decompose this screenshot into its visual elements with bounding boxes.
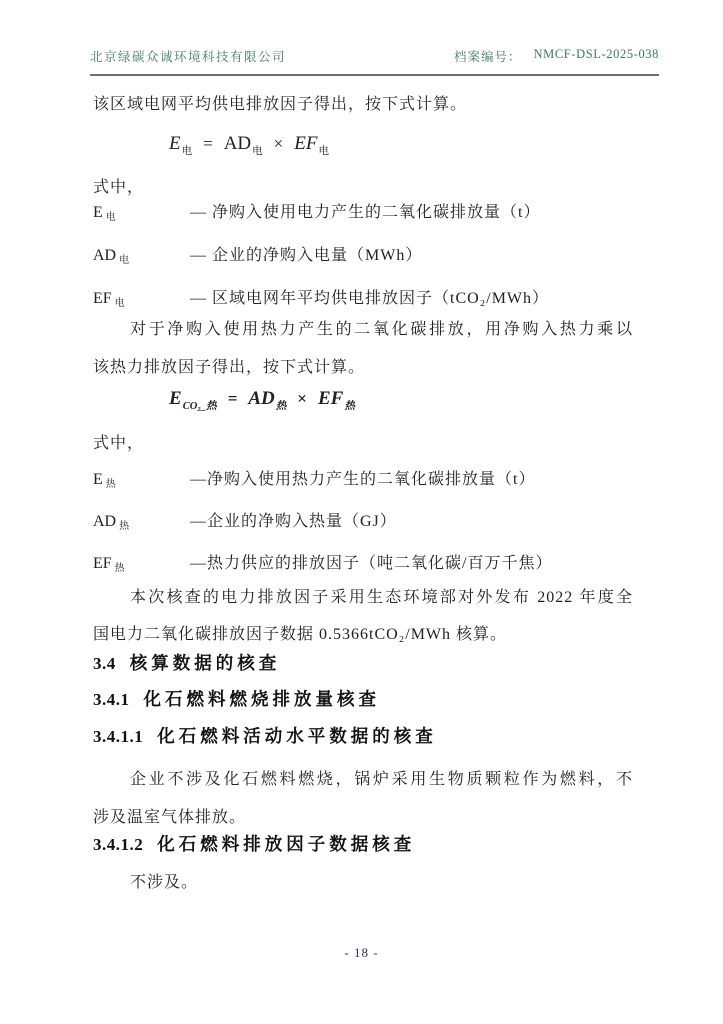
page-number: - 18 - xyxy=(344,945,379,960)
formula-elec-ef-sub: 电 xyxy=(318,146,329,157)
formula-heat-ad: AD xyxy=(248,388,275,409)
paragraph-line: 企业不涉及化石燃料燃烧，锅炉采用生物质颗粒作为燃料，不 xyxy=(130,771,633,788)
heading-title: 化石燃料活动水平数据的核查 xyxy=(157,726,437,746)
formula-electricity xyxy=(93,132,633,164)
definition-row xyxy=(93,245,633,271)
formula-heat-lhs: E xyxy=(169,388,182,409)
formula-elec-lhs-sub: 电 xyxy=(181,146,193,157)
definition-desc: —热力供应的排放因子（吨二氧化碳/百万千焦） xyxy=(190,555,553,572)
formula-heat-ad-sub: 热 xyxy=(275,401,287,412)
definition-desc: — 企业的净购入电量（MWh） xyxy=(190,247,423,264)
definition-desc: —净购入使用热力产生的二氧化碳排放量（t） xyxy=(190,471,536,488)
paragraph-line: 对于净购入使用热力产生的二氧化碳排放，用净购入热力乘以 xyxy=(130,321,633,338)
heading-number: 3.4 xyxy=(93,654,116,673)
paragraph-line: 涉及温室气体排放。 xyxy=(93,809,247,826)
definition-term: EF 热 xyxy=(93,555,125,574)
definition-row xyxy=(93,469,633,495)
formula-elec-ef: EF xyxy=(294,133,318,154)
definitions-heat xyxy=(93,469,633,579)
definition-term: EF 电 xyxy=(93,290,125,309)
heading-number: 3.4.1.2 xyxy=(93,835,144,854)
formula-heat-lhs-sub: CO₂_热 xyxy=(182,401,217,412)
definition-desc: — 区域电网年平均供电排放因子（tCO₂/MWh） xyxy=(190,290,550,307)
definition-row xyxy=(93,553,633,579)
heading-number: 3.4.1.1 xyxy=(93,727,144,746)
formula-heat xyxy=(93,387,633,419)
definition-row xyxy=(93,511,633,537)
company-name: 北京绿碳众诚环境科技有限公司 xyxy=(90,50,287,64)
archive-number: NMCF-DSL-2025-038 xyxy=(533,47,659,61)
heading-title: 核算数据的核查 xyxy=(129,653,281,673)
archive-label: 档案编号： xyxy=(454,50,522,64)
paragraph-emission-factor xyxy=(93,579,633,653)
definition-desc: — 净购入使用电力产生的二氧化碳排放量（t） xyxy=(190,204,541,221)
paragraph-line: 该热力排放因子得出，按下式计算。 xyxy=(93,359,366,376)
paragraph-no-fossil-fuel xyxy=(93,761,633,837)
definition-row xyxy=(93,202,633,228)
definition-term: AD 电 xyxy=(93,247,130,266)
definitions-electricity xyxy=(93,202,633,314)
equals-sign: = xyxy=(227,389,238,408)
paragraph-line: 国电力二氧化碳排放因子数据 0.5366tCO₂/MWh 核算。 xyxy=(93,626,508,643)
heading-title: 化石燃料燃烧排放量核查 xyxy=(143,689,380,709)
definition-desc: —企业的净购入热量（GJ） xyxy=(190,513,397,530)
definition-term: E 热 xyxy=(93,471,116,490)
formula-elec-ad-sub: 电 xyxy=(252,146,263,157)
heading-3-4 xyxy=(93,651,633,677)
formula-elec-ad: AD xyxy=(223,133,252,154)
times-sign: × xyxy=(297,389,307,408)
page-header xyxy=(90,47,659,76)
times-sign: × xyxy=(273,134,284,153)
heading-3-4-1-2 xyxy=(93,832,633,858)
heading-title: 化石燃料排放因子数据核查 xyxy=(157,834,416,854)
heading-3-4-1 xyxy=(93,687,633,713)
where-label-heat: 式中， xyxy=(93,435,145,452)
archive-number-block xyxy=(454,47,659,65)
paragraph-grid-factor: 该区域电网平均供电排放因子得出，按下式计算。 xyxy=(93,96,468,113)
formula-elec-lhs: E xyxy=(169,133,181,154)
where-label-electricity: 式中， xyxy=(93,179,145,196)
definition-term: AD 热 xyxy=(93,513,130,532)
formula-heat-ef: EF xyxy=(317,388,344,409)
paragraph-heat-intro xyxy=(93,311,633,387)
paragraph-line: 本次核查的电力排放因子采用生态环境部对外发布 2022 年度全 xyxy=(130,589,633,606)
heading-number: 3.4.1 xyxy=(93,690,130,709)
heading-3-4-1-1 xyxy=(93,724,633,750)
equals-sign: = xyxy=(203,134,213,153)
definition-term: E 电 xyxy=(93,204,116,223)
paragraph-not-involved: 不涉及。 xyxy=(130,874,199,891)
formula-heat-ef-sub: 热 xyxy=(344,401,355,412)
